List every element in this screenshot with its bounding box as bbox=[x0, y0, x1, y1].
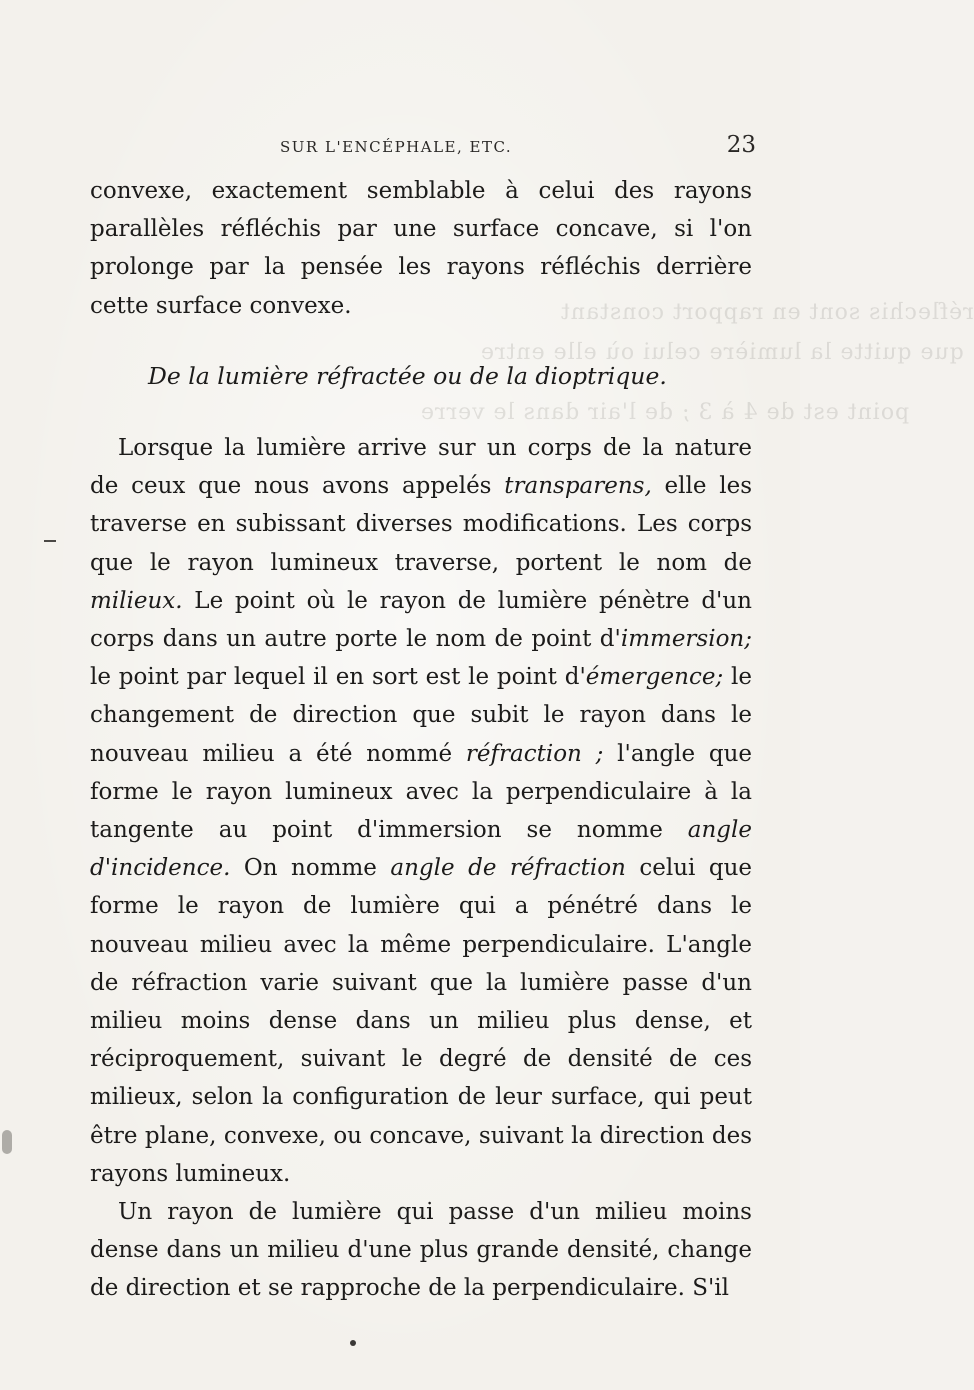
italic-term: angle de réfraction bbox=[390, 855, 626, 882]
show-through-text: que quitte la lumière celui où elle entre bbox=[480, 340, 964, 365]
footer-dot bbox=[350, 1340, 356, 1346]
running-head: SUR L'ENCÉPHALE, ETC. bbox=[280, 138, 513, 156]
body-text bbox=[90, 172, 752, 1308]
page-header bbox=[88, 132, 756, 162]
binding-mark bbox=[2, 1130, 12, 1154]
show-through-text: point est de 4 à 3 ; de l'air dans le verre bbox=[420, 400, 910, 425]
text-run: le changement de direction que subit le rayon dans le nouveau milieu a été nommé bbox=[90, 664, 752, 767]
italic-term: angle d'incidence. bbox=[90, 817, 752, 882]
page-number: 23 bbox=[726, 132, 756, 158]
italic-term: immersion; bbox=[620, 626, 752, 653]
text-run: l'angle que forme le rayon lumineux avec la perpendiculaire à la tangente au point d'immersion se nomme bbox=[90, 740, 752, 844]
italic-term: réfraction ; bbox=[465, 740, 604, 767]
paragraph: Un rayon de lumière qui passe d'un milieu moins dense dans un milieu d'une plus grande densité, change de direction et se rapproche de la perpendiculaire. S'il bbox=[90, 1199, 752, 1302]
text-run: celui que forme le rayon de lumière qui a pénétré dans le nouveau milieu avec la même perpendiculaire. L'angle de réfraction varie suivant que la lumière passe d'un milieu moins dense dans un milieu plus dense, et réciproquement, suivant le degré de densité de ces milieux, selon la configuration de leur surface, qui peut être plane, convexe, ou concave, suivant la direction des rayons lumineux. bbox=[90, 855, 752, 1187]
italic-term: milieux. bbox=[90, 587, 183, 614]
continued-paragraph: convexe, exactement semblable à celui des rayons parallèles réfléchis par une surface concave, si l'on prolonge par la pensée les rayons réfléchis derrière cette surface convexe. bbox=[90, 178, 752, 319]
italic-term: transparens, bbox=[504, 473, 652, 500]
text-run: Le point où le rayon de lumière pénètre d'un corps dans un autre porte le nom de point d' bbox=[90, 587, 752, 653]
text-run: le point par lequel il en sort est le point d' bbox=[90, 664, 586, 691]
margin-dash bbox=[44, 540, 56, 542]
text-run: elle les traverse en subissant diverses modifications. Les corps que le rayon lumineux traverse, portent le nom de bbox=[90, 473, 752, 576]
section-heading: De la lumière réfractée ou de la dioptrique. bbox=[148, 361, 667, 390]
italic-term: émergence; bbox=[585, 664, 724, 691]
paragraph bbox=[90, 429, 752, 1193]
show-through-text: réflechis sont en rapport constant bbox=[560, 300, 974, 325]
text-run: Lorsque la lumière arrive sur un corps de la nature de ceux que nous avons appelés bbox=[90, 435, 752, 500]
text-run: On nomme bbox=[230, 855, 391, 882]
